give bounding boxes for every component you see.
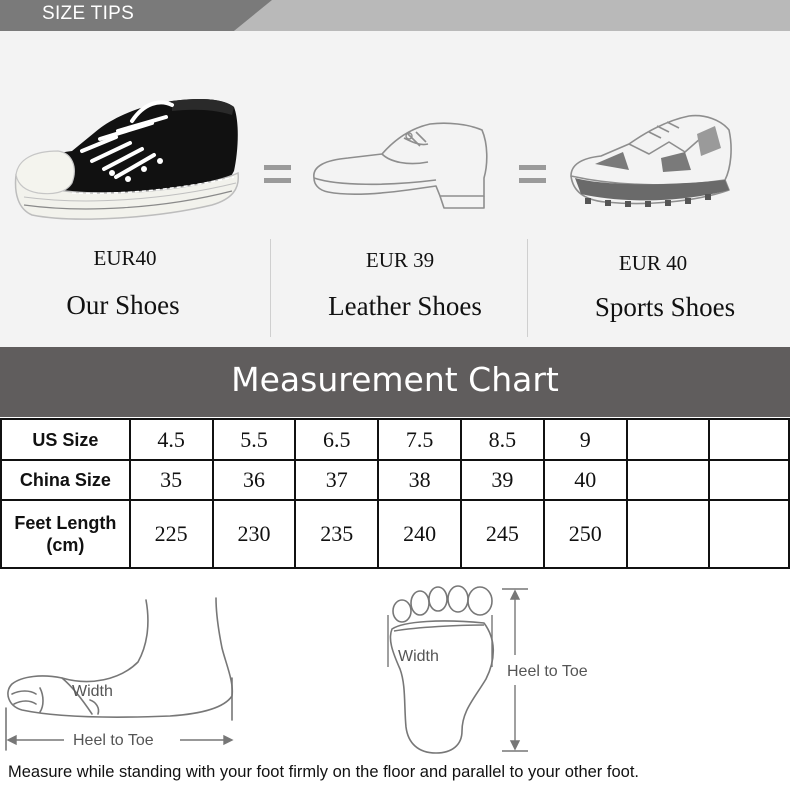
canvas-sneaker-icon: [12, 93, 244, 225]
equals-sign-top: [519, 165, 546, 170]
table-cell: [709, 460, 789, 500]
column-divider: [527, 239, 528, 337]
table-cell: [709, 500, 789, 568]
table-row: [1, 460, 789, 500]
equals-sign-top: [264, 165, 291, 170]
table-cell: [627, 500, 710, 568]
column-divider: [270, 239, 271, 337]
leather-shoes-label: Leather Shoes: [328, 291, 482, 321]
table-cell: 5.5: [213, 419, 296, 460]
table-row: [1, 500, 789, 568]
table-cell: 230: [213, 500, 296, 568]
table-cell: 245: [461, 500, 544, 568]
row-header-feet-length-line1: Feet Length: [14, 513, 117, 533]
leather-shoes-eur-size: EUR 39: [365, 248, 435, 272]
row-header-china-size: China Size: [1, 460, 130, 500]
table-cell: [627, 419, 710, 460]
chart-title: Measurement Chart: [231, 360, 559, 399]
row-header-feet-length-line2: (cm): [46, 535, 85, 555]
sports-shoes-eur-size: EUR 40: [618, 251, 688, 275]
table-cell: 8.5: [461, 419, 544, 460]
side-width-label: Width: [72, 683, 113, 700]
our-shoes-label: Our Shoes: [66, 290, 180, 320]
header-title: SIZE TIPS: [42, 3, 135, 24]
side-length-label: Heel to Toe: [73, 732, 154, 749]
sports-shoe-icon: [565, 112, 737, 212]
leather-shoe-icon: [308, 120, 494, 210]
table-cell: 36: [213, 460, 296, 500]
sole-length-label: Heel to Toe: [507, 663, 588, 680]
table-row: [1, 419, 789, 460]
table-cell: 7.5: [378, 419, 461, 460]
equals-sign-bottom: [519, 178, 546, 183]
measuring-instructions: Measure while standing with your foot firmly on the floor and parallel to your other foot.: [8, 763, 639, 781]
table-cell: 250: [544, 500, 627, 568]
table-cell: 9: [544, 419, 627, 460]
row-header-feet-length: [1, 500, 130, 568]
our-shoes-eur-size: EUR40: [93, 246, 157, 270]
table-cell: [627, 460, 710, 500]
size-table: [0, 418, 790, 569]
equals-sign-bottom: [264, 178, 291, 183]
sole-width-label: Width: [398, 648, 439, 665]
sports-shoes-label: Sports Shoes: [594, 292, 736, 322]
table-cell: 4.5: [130, 419, 213, 460]
table-cell: 39: [461, 460, 544, 500]
table-cell: 6.5: [295, 419, 378, 460]
table-cell: 225: [130, 500, 213, 568]
table-cell: 235: [295, 500, 378, 568]
table-cell: [709, 419, 789, 460]
table-cell: 35: [130, 460, 213, 500]
table-cell: 40: [544, 460, 627, 500]
table-cell: 240: [378, 500, 461, 568]
table-cell: 38: [378, 460, 461, 500]
row-header-us-size: US Size: [1, 419, 130, 460]
table-cell: 37: [295, 460, 378, 500]
header-tab: [0, 0, 272, 31]
